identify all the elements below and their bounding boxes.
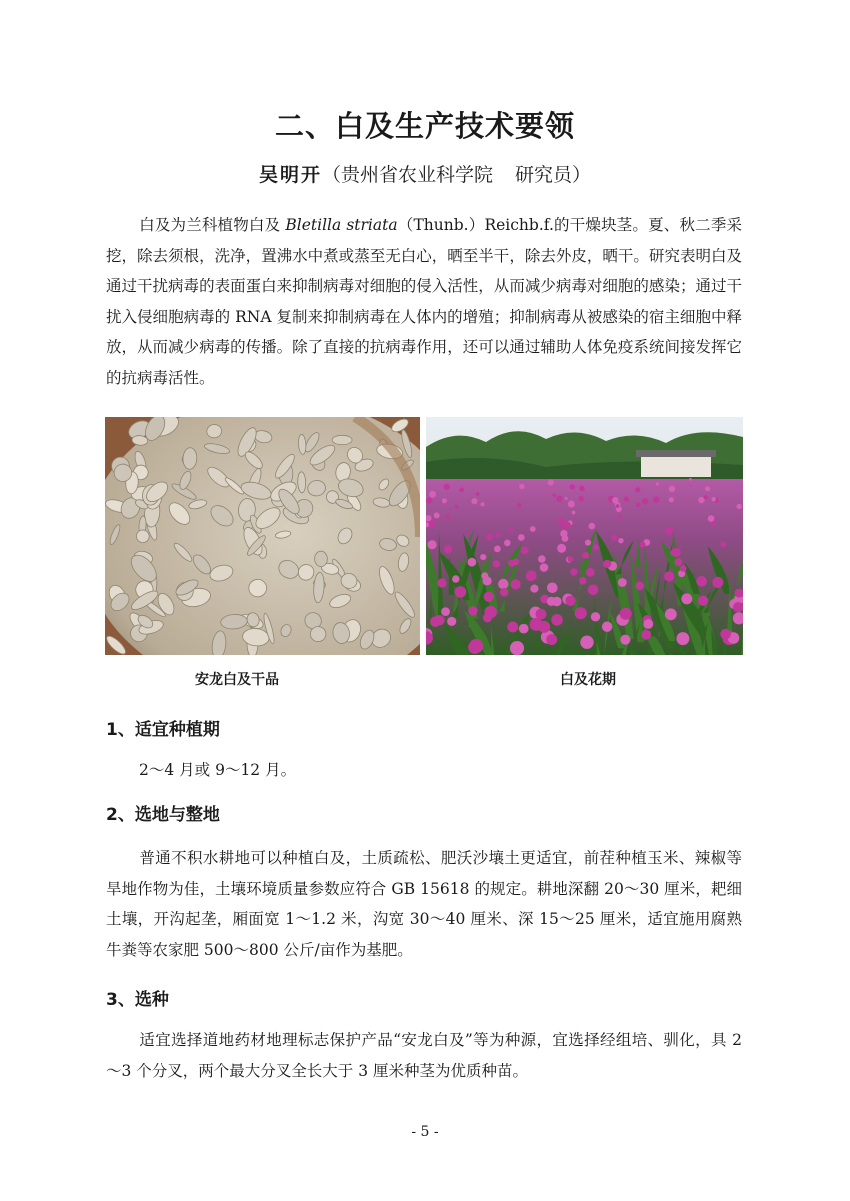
dried-tuber-image xyxy=(105,417,420,655)
section-heading-seed-selection: 3、选种 xyxy=(106,990,169,1010)
author-line xyxy=(0,160,850,187)
flowering-field-image xyxy=(426,417,743,655)
author-name: 吴明开 xyxy=(258,164,322,186)
intro-text-before: 白及为兰科植物白及 xyxy=(139,216,286,234)
site-selection-text: 普通不积水耕地可以种植白及，土质疏松、肥沃沙壤土更适宜，前茬种植玉米、辣椒等旱地作物为佳，土壤环境质量参数应符合 GB 15618 的规定。耕地深翻 20～30 厘米，耙细土壤，开沟起垄，厢面宽 1～1.2 米，沟宽 30～40 厘米、深 15～25 厘米，适宜施用腐熟牛粪等农家肥 500～800 公斤/亩作为基肥。 xyxy=(106,849,742,959)
section-body-planting-period xyxy=(106,755,742,786)
section-heading-site-selection: 2、选地与整地 xyxy=(106,805,220,825)
intro-paragraph xyxy=(106,210,742,393)
author-affiliation: （贵州省农业科学院 xyxy=(321,164,493,186)
page-title: 二、白及生产技术要领 xyxy=(274,109,575,143)
intro-text-after: （Thunb.）Reichb.f.的干燥块茎。夏、秋二季采挖，除去须根，洗净，置沸水中煮或蒸至无白心，晒至半干，除去外皮，晒干。研究表明白及通过干扰病毒的表面蛋白来抑制病毒对细胞的侵入活性，从而减少病毒对细胞的感染；通过干扰入侵细胞病毒的 RNA 复制来抑制病毒在人体内的增殖；抑制病毒从被感染的宿主细胞中释放，从而减少病毒的传播。除了直接的抗病毒作用，还可以通过辅助人体免疫系统间接发挥它的抗病毒活性。 xyxy=(106,216,742,387)
left-figure-caption: 安龙白及干品 xyxy=(195,672,279,688)
flowering-field-photo xyxy=(426,417,743,655)
right-figure-caption: 白及花期 xyxy=(560,672,616,688)
planting-period-text: 2～4 月或 9～12 月。 xyxy=(139,761,297,779)
section-body-seed-selection xyxy=(106,1025,742,1086)
section-body-site-selection xyxy=(106,843,742,965)
author-role: 研究员） xyxy=(515,164,592,186)
section-heading-planting-period: 1、适宜种植期 xyxy=(106,720,220,740)
latin-name: Bletilla striata xyxy=(285,216,398,234)
dried-tuber-photo xyxy=(105,417,420,655)
page-number: - 5 - xyxy=(411,1124,439,1140)
seed-selection-text: 适宜选择道地药材地理标志保护产品“安龙白及”等为种源，宜选择经组培、驯化，具 2～3 个分叉，两个最大分叉全长大于 3 厘米种茎为优质种苗。 xyxy=(106,1031,742,1080)
